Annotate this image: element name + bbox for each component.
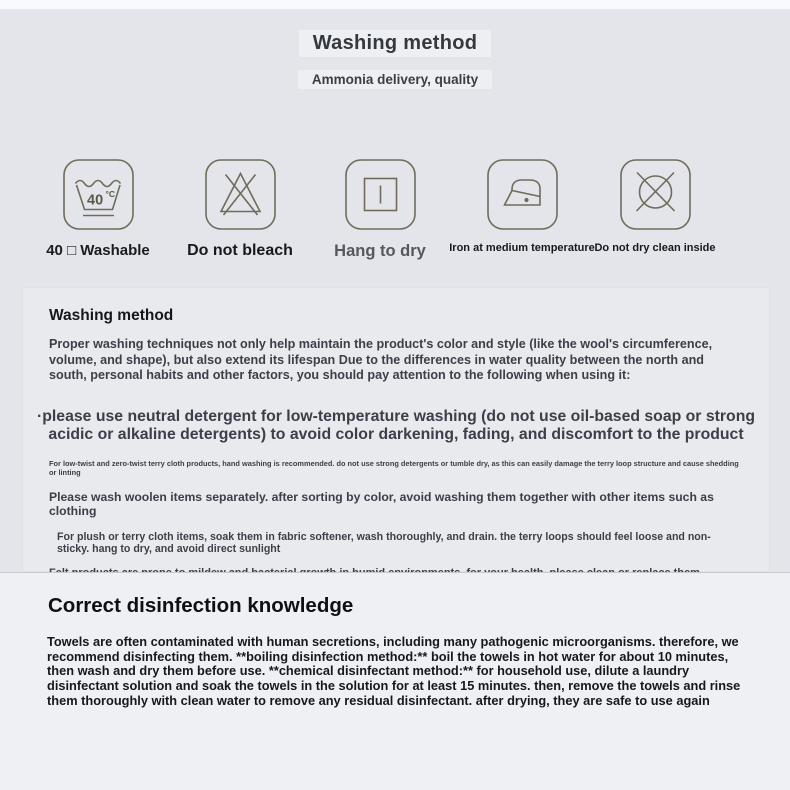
care-label-no-dry-clean: Do not dry clean inside [594, 242, 716, 254]
care-item-no-dry-clean [560, 158, 750, 254]
page-subtitle [0, 70, 790, 89]
care-label-washable: 40 □ Washable [46, 242, 150, 259]
care-label-iron-medium: Iron at medium temperature [449, 242, 595, 254]
disinfection-section [0, 572, 790, 790]
washing-note-terry-cloth: For low-twist and zero-twist terry cloth products, hand washing is recommended. do not use strong detergents or tumble dry, as this can easily damage the terry loop structure and cause shedding or linting [49, 459, 739, 478]
page-title-text: Washing method [299, 30, 492, 57]
hang-to-dry-icon [344, 158, 417, 231]
washing-highlight-text: ·please use neutral detergent for low-temperature washing (do not use oil-based soap or strong acidic or alkaline detergents) to avoid color darkening, fading, and discomfort to the product [37, 408, 755, 443]
wash-basin-40c-icon [62, 158, 135, 231]
washing-panel-heading: Washing method [49, 307, 174, 324]
washing-intro-text: Proper washing techniques not only help maintain the product's color and style (like the wool's circumference, volume, and shape), but also extend its lifespan Due to the differences in water quality between the north and south, personal habits and other factors, you should pay attention to the following when using it: [49, 337, 713, 383]
wash-temp-value: 40 [86, 192, 103, 209]
wash-temp-unit: °C [105, 189, 115, 199]
washing-note-woolen: Please wash woolen items separately. after sorting by color, avoid washing them together with other items such as clothing [49, 490, 714, 519]
care-label-hang-to-dry: Hang to dry [334, 242, 426, 260]
page-title [0, 30, 790, 57]
page-subtitle-text: Ammonia delivery, quality [298, 70, 492, 89]
disinfection-body-text: Towels are often contaminated with human secretions, including many pathogenic microorganisms. therefore, we recommend disinfecting them. **boiling disinfection method:** boil the towels in hot water for about 10 minutes, then wash and dry them before use. **chemical disinfectant method:** for household use, dilute a laundry disinfectant solution and soak the towels in the solution for at least 15 minutes. then, remove the towels and rinse them thoroughly with clean water to remove any residual disinfectant. after drying, they are safe to use again [47, 634, 741, 708]
no-dry-clean-icon [619, 158, 692, 231]
washing-method-panel [22, 287, 770, 572]
washing-note-plush: For plush or terry cloth items, soak them in fabric softener, wash thoroughly, and drain. the terry loops should feel loose and non-sticky. hang to dry, and avoid direct sunlight [57, 531, 711, 556]
disinfection-heading: Correct disinfection knowledge [48, 594, 354, 617]
do-not-bleach-icon [204, 158, 277, 231]
top-divider-strip [0, 0, 790, 10]
iron-medium-icon [486, 158, 559, 231]
care-label-do-not-bleach: Do not bleach [187, 242, 293, 259]
